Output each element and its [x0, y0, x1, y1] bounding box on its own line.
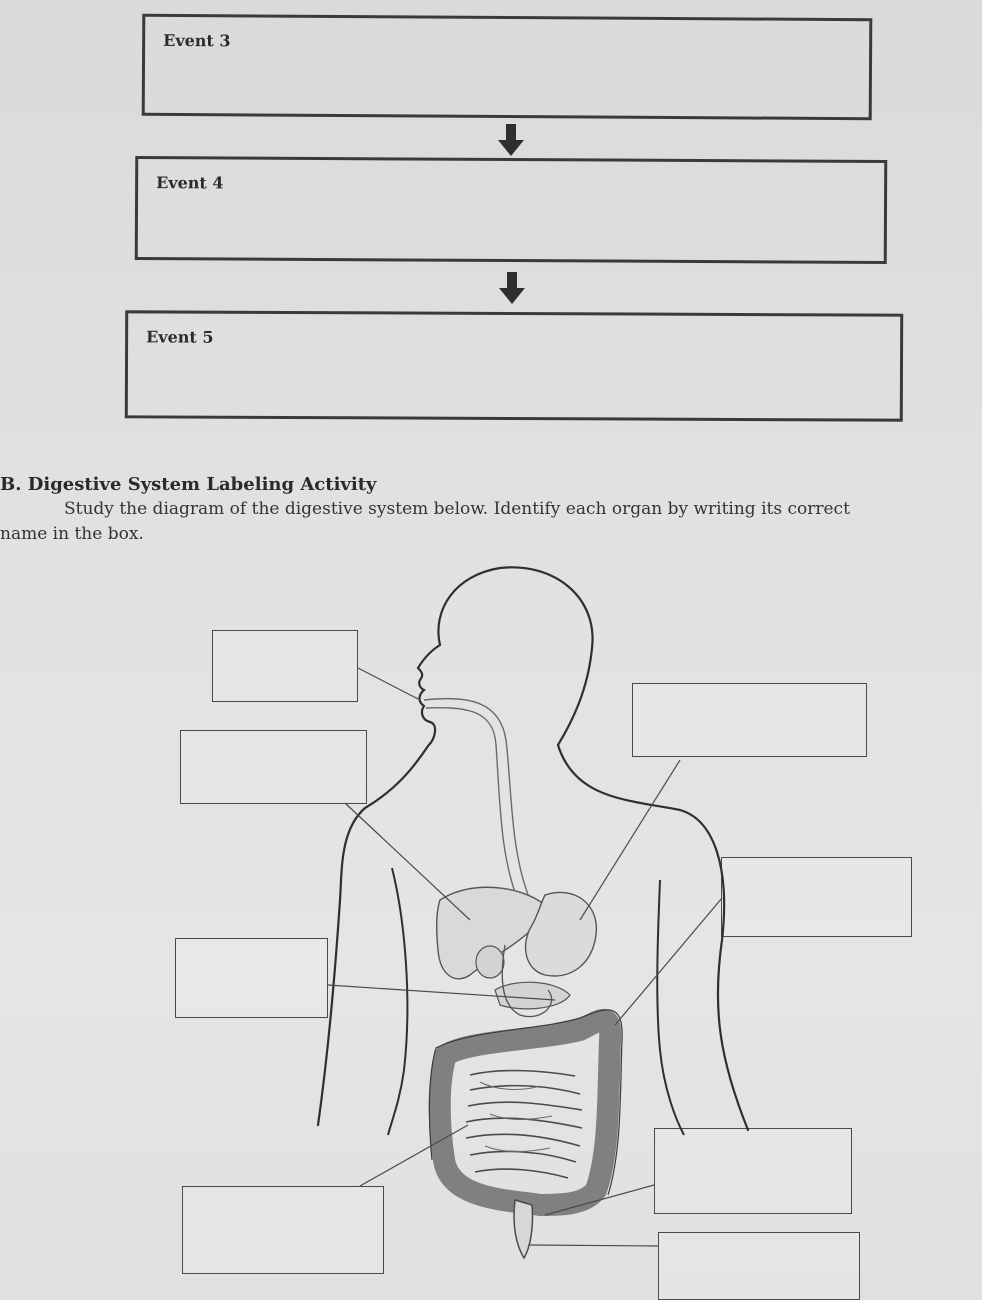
pancreas — [495, 982, 570, 1009]
event-4-label: Event 4 — [156, 173, 224, 193]
esophagus — [424, 699, 530, 900]
right-arm-inner — [657, 880, 684, 1135]
instruction-line-2: name in the box. — [0, 524, 144, 544]
section-title: B. Digestive System Labeling Activity — [0, 474, 377, 495]
large-intestine — [440, 1020, 610, 1205]
event-5-label: Event 5 — [146, 327, 214, 347]
leader-lines — [328, 668, 722, 1246]
rectum — [514, 1200, 533, 1258]
small-intestine — [466, 1071, 582, 1178]
gallbladder — [476, 946, 504, 978]
event-3-label: Event 3 — [163, 30, 231, 51]
face-profile — [318, 645, 440, 1125]
left-arm-inner — [388, 868, 407, 1135]
instruction-line-1: Study the diagram of the digestive system below. Identify each organ by writing its correct — [64, 499, 850, 519]
